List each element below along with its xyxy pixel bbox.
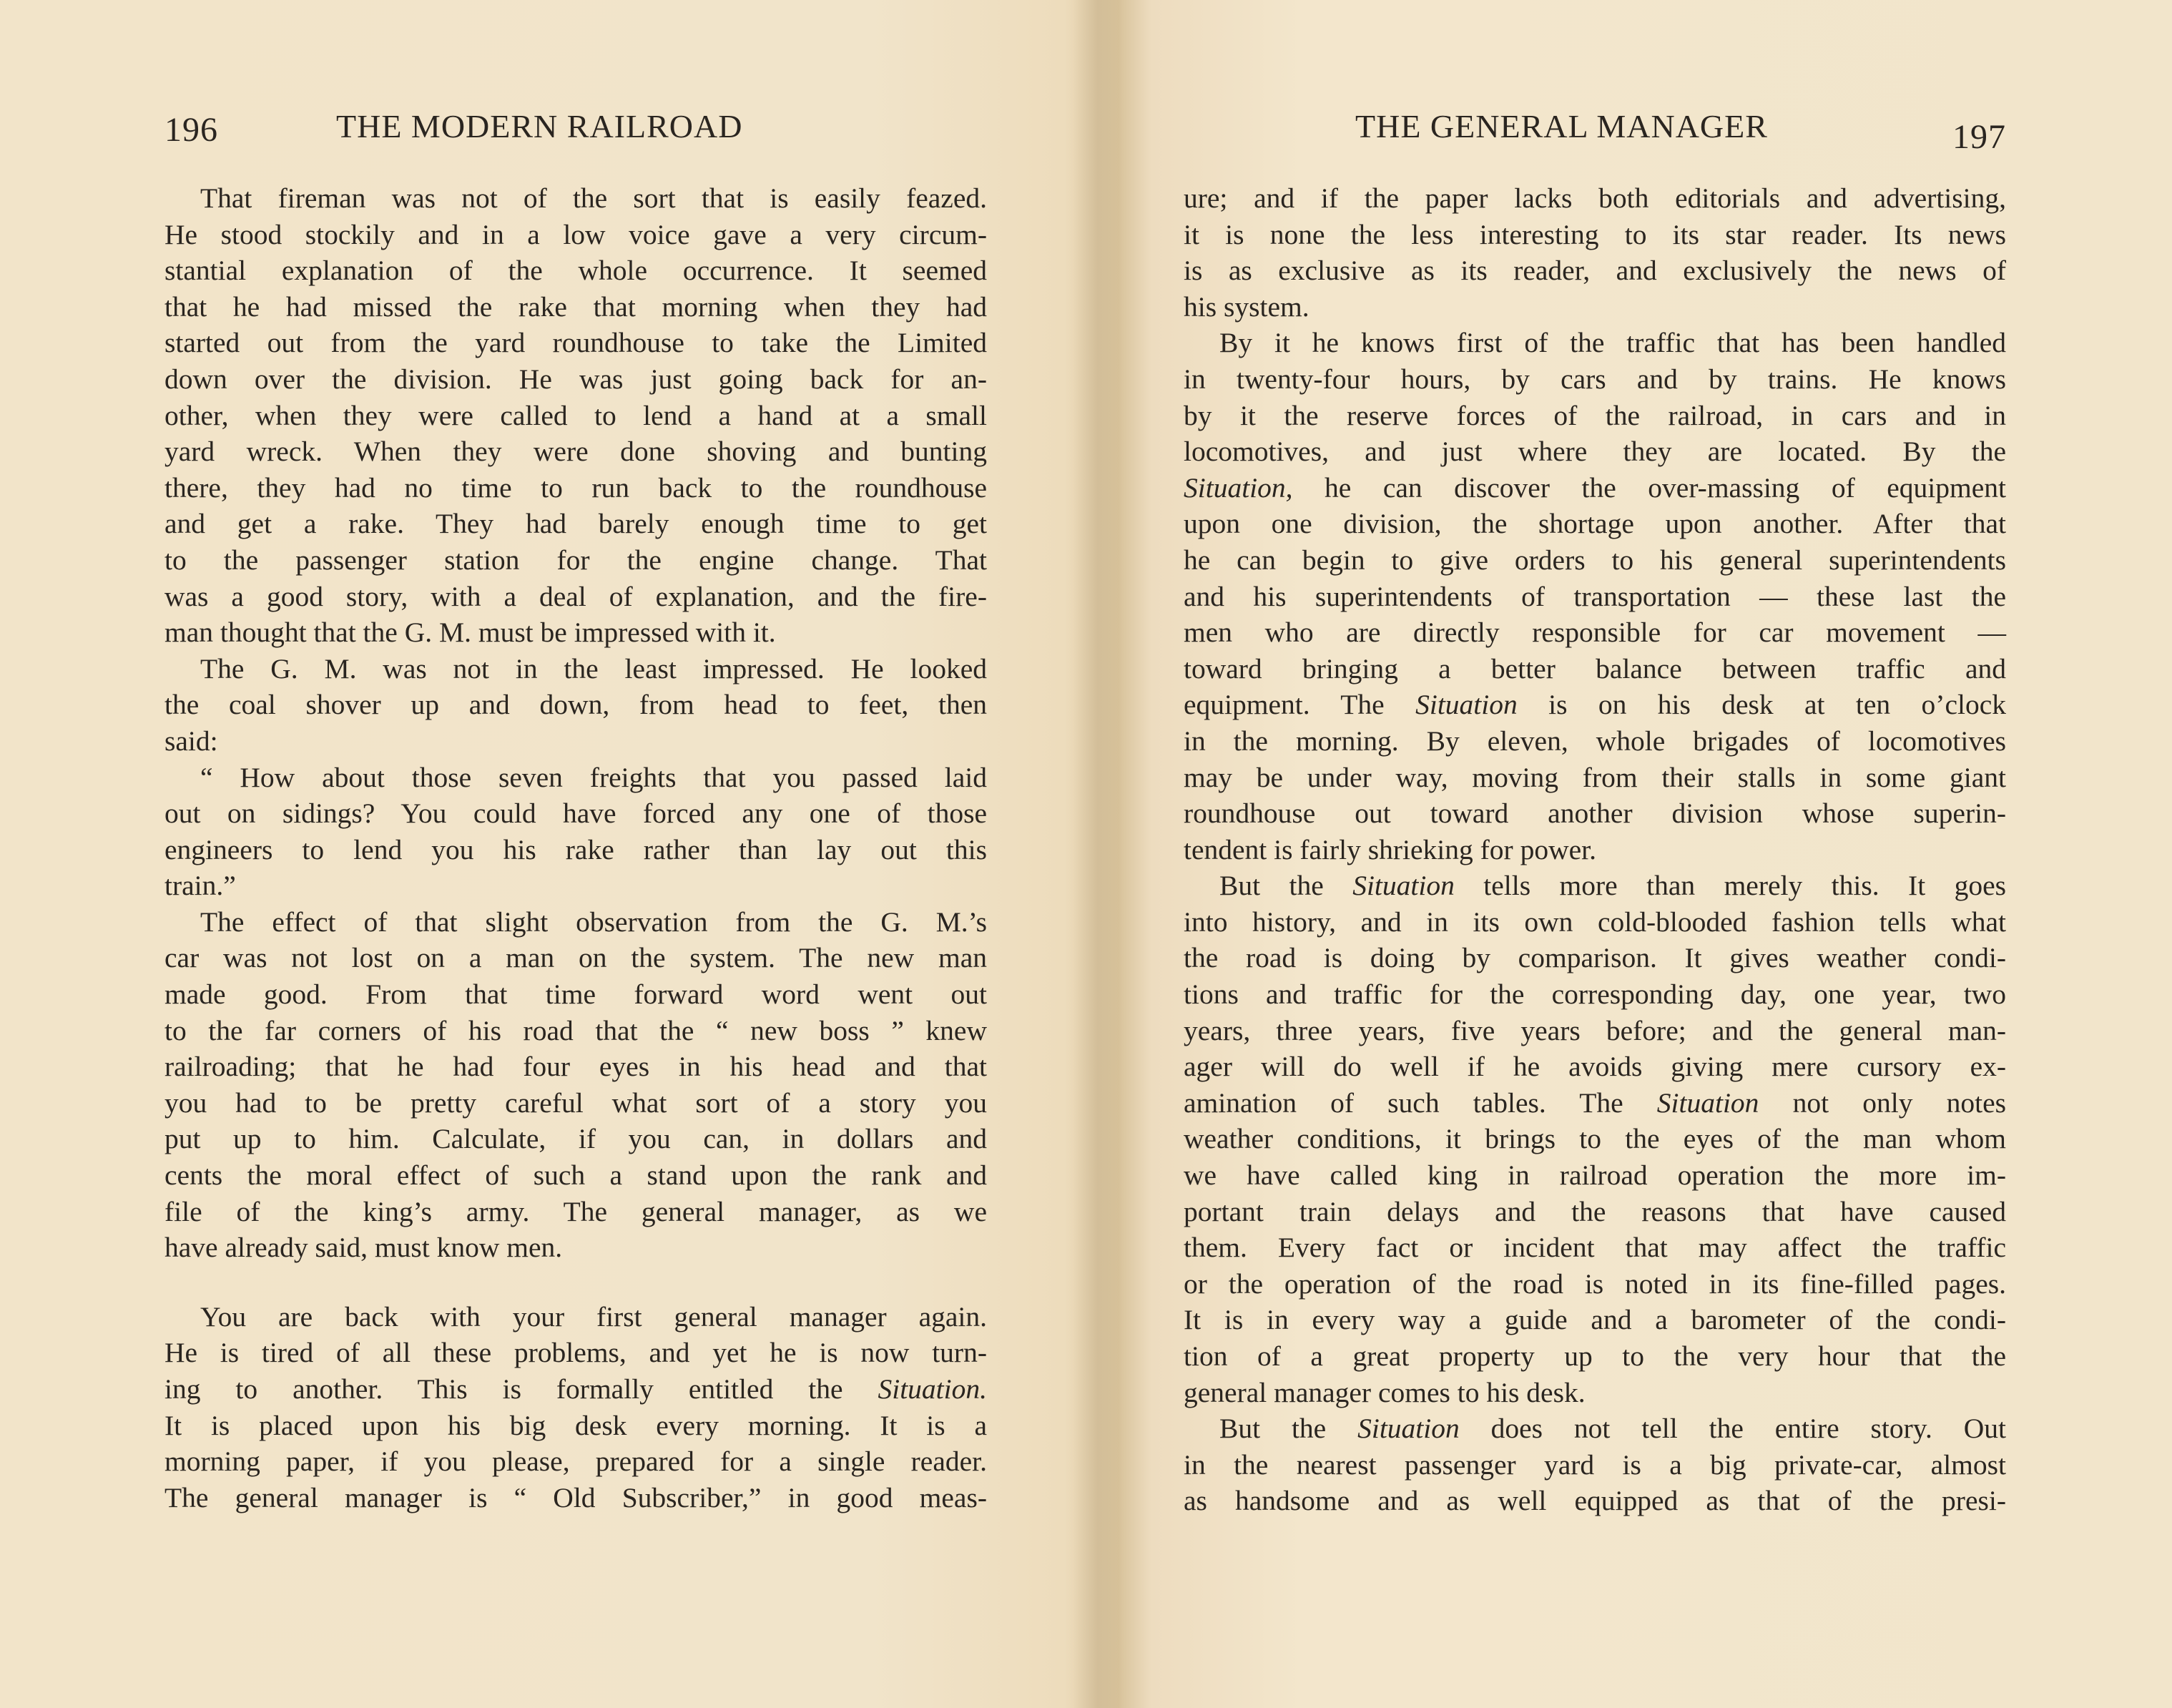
text-line: morning paper, if you please, prepared for a single reader. bbox=[164, 1446, 987, 1478]
text-line: into history, and in its own cold-blooded fashion tells what bbox=[1184, 905, 2006, 938]
text-line: you had to be pretty careful what sort of a story you bbox=[164, 1086, 987, 1119]
text-line: toward bringing a better balance between traffic and bbox=[1184, 652, 2006, 684]
text-line: yard wreck. When they were done shoving and bunting bbox=[164, 436, 987, 468]
text-line: The general manager is “ Old Subscriber,” in good meas- bbox=[164, 1481, 987, 1513]
text-line: locomotives, and just where they are located. By the bbox=[1184, 436, 2006, 468]
text-line: men who are directly responsible for car movement — bbox=[1184, 617, 2006, 649]
text-line: man thought that the G. M. must be impressed with it. bbox=[164, 617, 776, 649]
text-line: He stood stockily and in a low voice gave a very circum- bbox=[164, 218, 987, 250]
right-running-title: THE GENERAL MANAGER bbox=[1355, 108, 1768, 144]
left-page bbox=[164, 0, 987, 1708]
text-line: cents the moral effect of such a stand upon the rank and bbox=[164, 1159, 987, 1192]
text-line: It is placed upon his big desk every morning. It is a bbox=[164, 1409, 987, 1441]
text-line: other, when they were called to lend a hand at a small bbox=[164, 399, 987, 431]
text-line: file of the king’s army. The general manager, as we bbox=[164, 1195, 987, 1227]
text-line: may be under way, moving from their stalls in some giant bbox=[1184, 761, 2006, 793]
text-line: as handsome and as well equipped as that of the presi- bbox=[1184, 1485, 2006, 1517]
left-page-number: 196 bbox=[164, 111, 218, 149]
text-line: roundhouse out toward another division whose superin- bbox=[1184, 797, 2006, 830]
text-line: Situation, he can discover the over-massing of equipment bbox=[1184, 471, 2006, 504]
text-line: that he had missed the rake that morning when they had bbox=[164, 290, 987, 323]
text-line: and his superintendents of transportation — these last the bbox=[1184, 580, 2006, 612]
text-line: put up to him. Calculate, if you can, in dollars and bbox=[164, 1123, 987, 1155]
text-line: tions and traffic for the corresponding day, one year, two bbox=[1184, 978, 2006, 1011]
text-line: He is tired of all these problems, and yet he is now turn- bbox=[164, 1337, 987, 1369]
text-line: upon one division, the shortage upon another. After that bbox=[1184, 508, 2006, 540]
text-line: railroading; that he had four eyes in his head and that bbox=[164, 1051, 987, 1083]
text-line: made good. From that time forward word went out bbox=[164, 978, 987, 1011]
text-line: You are back with your first general manager again. bbox=[200, 1300, 987, 1332]
text-line: to the far corners of his road that the “ new boss ” knew bbox=[164, 1014, 987, 1046]
text-line: and get a rake. They had barely enough time to get bbox=[164, 508, 987, 540]
left-running-title: THE MODERN RAILROAD bbox=[336, 108, 743, 144]
text-line: That fireman was not of the sort that is easily feazed. bbox=[200, 182, 987, 214]
text-line: car was not lost on a man on the system. The new man bbox=[164, 942, 987, 974]
text-line: But the Situation does not tell the entire story. Out bbox=[1219, 1413, 2006, 1445]
text-line: The effect of that slight observation from the G. M.’s bbox=[200, 905, 987, 938]
right-running-head bbox=[1184, 107, 2006, 156]
text-line: general manager comes to his desk. bbox=[1184, 1376, 1586, 1408]
text-line: it is none the less interesting to its star reader. Its news bbox=[1184, 218, 2006, 250]
text-line: It is in every way a guide and a barometer of the condi- bbox=[1184, 1304, 2006, 1336]
text-line: years, three years, five years before; and the general man- bbox=[1184, 1014, 2006, 1046]
text-line: ager will do well if he avoids giving mere cursory ex- bbox=[1184, 1051, 2006, 1083]
text-line: But the Situation tells more than merely this. It goes bbox=[1219, 870, 2007, 902]
text-line: ure; and if the paper lacks both editorials and advertising, bbox=[1184, 182, 2006, 214]
text-line: started out from the yard roundhouse to take the Limited bbox=[164, 327, 987, 359]
text-line: there, they had no time to run back to the roundhouse bbox=[164, 471, 987, 504]
text-line: engineers to lend you his rake rather than lay out this bbox=[164, 833, 987, 865]
text-line: in twenty-four hours, by cars and by trains. He knows bbox=[1184, 363, 2006, 395]
text-line: train.” bbox=[164, 870, 236, 902]
text-line: tendent is fairly shrieking for power. bbox=[1184, 833, 1596, 865]
left-body-text bbox=[164, 180, 987, 1516]
text-line: or the operation of the road is noted in its fine-filled pages. bbox=[1184, 1267, 2006, 1300]
text-line: stantial explanation of the whole occurrence. It seemed bbox=[164, 255, 987, 287]
text-line: portant train delays and the reasons that have caused bbox=[1184, 1195, 2006, 1227]
book-gutter bbox=[1073, 0, 1123, 1708]
text-line: ing to another. This is formally entitled the Situation. bbox=[164, 1373, 987, 1405]
text-line: weather conditions, it brings to the eyes of the man whom bbox=[1184, 1123, 2006, 1155]
text-line: the coal shover up and down, from head to feet, then bbox=[164, 689, 987, 721]
right-page-number: 197 bbox=[1952, 118, 2006, 156]
text-line: the road is doing by comparison. It gives weather condi- bbox=[1184, 942, 2006, 974]
text-line: out on sidings? You could have forced any one of those bbox=[164, 797, 987, 830]
text-line: we have called king in railroad operation the more im- bbox=[1184, 1159, 2006, 1192]
left-running-head bbox=[164, 107, 987, 150]
text-line: in the morning. By eleven, whole brigades of locomotives bbox=[1184, 725, 2006, 757]
text-line: them. Every fact or incident that may affect the traffic bbox=[1184, 1232, 2006, 1264]
text-line: equipment. The Situation is on his desk at ten o’clock bbox=[1184, 689, 2006, 721]
text-line: tion of a great property up to the very hour that the bbox=[1184, 1340, 2006, 1372]
text-line: “ How about those seven freights that you passed laid bbox=[200, 761, 987, 793]
text-line: in the nearest passenger yard is a big private-car, almost bbox=[1184, 1448, 2006, 1481]
text-line: By it he knows first of the traffic that has been handled bbox=[1219, 327, 2006, 359]
text-line: he can begin to give orders to his general superintendents bbox=[1184, 544, 2006, 576]
text-line: his system. bbox=[1184, 290, 1309, 323]
text-line: amination of such tables. The Situation not only notes bbox=[1184, 1086, 2006, 1119]
text-line: have already said, must know men. bbox=[164, 1232, 563, 1264]
text-line: to the passenger station for the engine change. That bbox=[164, 544, 987, 576]
right-body-text bbox=[1184, 180, 2006, 1519]
text-line: is as exclusive as its reader, and exclusively the news of bbox=[1184, 255, 2006, 287]
text-line: The G. M. was not in the least impressed. He looked bbox=[200, 652, 987, 684]
text-line: said: bbox=[164, 725, 218, 757]
text-line: by it the reserve forces of the railroad, in cars and in bbox=[1184, 399, 2006, 431]
text-line: was a good story, with a deal of explanation, and the fire- bbox=[164, 580, 987, 612]
text-line: down over the division. He was just going back for an- bbox=[164, 363, 987, 395]
right-page bbox=[1184, 0, 2006, 1708]
